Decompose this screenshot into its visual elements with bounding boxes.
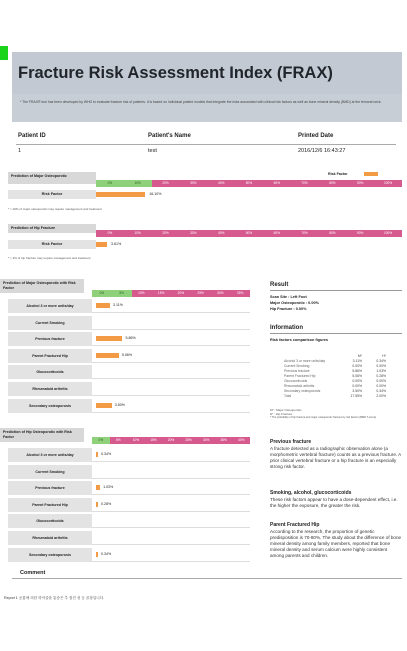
risk-factor-label: Secondary osteoporosis — [8, 548, 92, 562]
risk-factor-row — [8, 365, 250, 379]
major-risk-bar — [96, 192, 145, 197]
risk-factor-bar — [96, 452, 98, 457]
major-legend-swatch — [364, 172, 378, 176]
risk-factor-bar — [96, 303, 110, 308]
hip-risk-bar — [96, 242, 107, 247]
scale-tick: 25% — [180, 437, 198, 444]
scale-tick: 0% — [92, 290, 112, 297]
risk-factor-label: Glucocorticoids — [8, 514, 92, 528]
risk-factor-row — [8, 465, 250, 479]
patient-name-header: Patient's Name — [148, 133, 191, 139]
scale-tick: 10% — [132, 290, 152, 297]
comparison-value: 0.00% — [352, 384, 362, 388]
result-heading: Result — [270, 282, 289, 288]
scale-tick: 10% — [127, 437, 145, 444]
risk-factor-row — [8, 299, 250, 313]
risk-factor-bar — [96, 502, 98, 507]
risk-factor-label: Previous fracture — [8, 481, 92, 495]
scale-tick: 40% — [233, 437, 251, 444]
comparison-value: 0.34% — [376, 389, 386, 393]
patient-table-header — [16, 133, 396, 143]
risk-factor-bar — [96, 353, 119, 358]
risk-factor-bar — [96, 403, 112, 408]
risk-factor-row — [8, 448, 250, 462]
patient-table-row — [16, 148, 396, 158]
patient-table-divider — [16, 144, 396, 145]
risk-factor-label: Alcohol 3 or more units/day — [8, 299, 92, 313]
scale-tick: 30% — [211, 290, 231, 297]
risk-factor-row — [8, 481, 250, 495]
note-text-smoking: These risk factors appear to have a dose-dependent effect, i.e. the higher the exposure, the greater the risk. — [270, 497, 398, 508]
comparison-value: 5.86% — [352, 369, 362, 373]
note-heading-previous-fracture: Previous fracture — [270, 439, 312, 445]
report-title: Fracture Risk Assessment Index (FRAX) — [18, 64, 333, 82]
comparison-factor: Secondary osteoporosis — [284, 389, 321, 393]
comparison-value: 17.55% — [350, 394, 362, 398]
scale-tick: 30% — [197, 437, 215, 444]
risk-factor-bar — [96, 336, 122, 341]
scale-tick: 20% — [152, 230, 180, 237]
scale-tick: 20% — [152, 180, 180, 187]
comparison-row — [284, 394, 386, 399]
scale-tick: 90% — [346, 230, 374, 237]
patient-id-header: Patient ID — [18, 133, 46, 139]
note-heading-smoking: Smoking, alcohol, glucocorticoids — [270, 490, 352, 496]
risk-factor-value: 3.11% — [113, 303, 123, 307]
scale-tick: 70% — [291, 180, 319, 187]
major-note: * > 20% of major osteoporotic may require management and treatment — [8, 207, 102, 211]
comparison-value: 0.28% — [376, 374, 386, 378]
scale-tick: 30% — [179, 180, 207, 187]
comparison-value: 1.03% — [376, 369, 386, 373]
risk-factor-row — [8, 514, 250, 528]
scale-tick: 5% — [112, 290, 132, 297]
scale-tick: 40% — [207, 180, 235, 187]
comparison-value: 0.00% — [376, 384, 386, 388]
comparison-value: 0.00% — [352, 379, 362, 383]
hip-factors-title: Prediction of Hip Osteoporotic with Risk Factor — [0, 428, 84, 442]
risk-factor-label: Rheumatoid arthritis — [8, 531, 92, 545]
scale-tick: 0% — [96, 230, 124, 237]
information-divider — [270, 333, 402, 334]
report-description: * The FRAX® tool has been developed by WHO to evaluate fracture risk of patients. It is based on individual patient models that integrate the risks associated with clinical risk factors as well as bone mineral density (BMD) at the femoral neck. — [12, 94, 402, 122]
selection-marker — [0, 46, 8, 60]
major-scale — [96, 180, 402, 187]
comparison-factor: Alcohol 3 or more units/day — [284, 359, 326, 363]
comparison-col-m: M* — [357, 354, 362, 358]
risk-factor-value: 1.03% — [103, 485, 114, 490]
comparison-value: 0.00% — [376, 364, 386, 368]
scale-tick: 100% — [374, 230, 402, 237]
scale-tick: 15% — [145, 437, 163, 444]
comparison-value: 5.06% — [352, 374, 362, 378]
risk-factor-label: Secondary osteoporosis — [8, 399, 92, 413]
hip-scale — [96, 230, 402, 237]
comparison-value: 3.50% — [352, 389, 362, 393]
scale-tick: 80% — [319, 180, 347, 187]
risk-factor-label: Current Smoking — [8, 316, 92, 330]
comparison-value: 0.34% — [376, 359, 386, 363]
scale-tick: 80% — [319, 230, 347, 237]
scale-tick: 70% — [291, 230, 319, 237]
patient-name-value: test — [148, 148, 157, 154]
scale-tick: 100% — [374, 180, 402, 187]
information-footnote: * The probability of hip fracture and major osteoporotic fracture by risk factors (BMD T-score) — [270, 416, 377, 419]
comparison-factor: Parent Fractured Hip — [284, 374, 316, 378]
scale-tick: 20% — [162, 437, 180, 444]
major-factors-scale — [92, 290, 250, 297]
result-divider — [270, 290, 402, 291]
risk-factor-value: 5.06% — [121, 352, 133, 357]
major-risk-value: 16.10% — [149, 192, 162, 196]
risk-factor-label: Rheumatoid arthritis — [8, 382, 92, 396]
risk-factor-bar — [96, 552, 98, 557]
risk-factor-row — [8, 349, 250, 363]
risk-factor-value: 0.28% — [101, 501, 112, 506]
hip-title: Prediction of Hip Fracture — [8, 224, 96, 233]
scale-tick: 50% — [235, 180, 263, 187]
major-row-label: Risk Factor — [8, 190, 96, 199]
risk-factor-label: Parent Fractured Hip — [8, 498, 92, 512]
patient-id-value: 1 — [18, 148, 22, 154]
scale-tick: 25% — [191, 290, 211, 297]
comparison-col-h: H* — [382, 354, 386, 358]
scale-tick: 50% — [235, 230, 263, 237]
risk-factor-label: Alcohol 3 or more units/day — [8, 448, 92, 462]
risk-factor-row — [8, 531, 250, 545]
scale-tick: 0% — [96, 180, 124, 187]
scale-tick: 35% — [230, 290, 250, 297]
comparison-factor: Rheumatoid arthritis — [284, 384, 315, 388]
risk-factor-row — [8, 399, 250, 413]
comment-label: Comment — [20, 570, 46, 576]
risk-factor-row — [8, 332, 250, 346]
risk-factor-value: 0.34% — [101, 551, 112, 556]
risk-factor-row — [8, 498, 250, 512]
risk-factor-label: Current Smoking — [8, 465, 92, 479]
comparison-value: 0.00% — [352, 364, 362, 368]
risk-factor-value: 5.86% — [125, 336, 136, 341]
hip-note: * > 3% of hip fracture may require management and treatment — [8, 256, 91, 260]
scale-tick: 15% — [151, 290, 171, 297]
risk-factor-value: 3.50% — [114, 402, 125, 407]
comparison-factor: Glucocorticoids — [284, 379, 308, 383]
major-factors-title: Prediction of Major Osteoporotic with Risk Factor — [0, 279, 84, 293]
scale-tick: 10% — [124, 230, 152, 237]
result-scan-site: Scan Site : Left Foot — [270, 295, 307, 299]
scale-tick: 90% — [346, 180, 374, 187]
major-title: Prediction of Major Osteoporotic — [8, 172, 96, 184]
hip-factors-scale — [92, 437, 250, 444]
comparison-factor: Current Smoking — [284, 364, 310, 368]
scale-tick: 30% — [179, 230, 207, 237]
comparison-table — [284, 354, 386, 399]
hip-risk-value: 3.61% — [111, 242, 122, 246]
risk-factor-label: Glucocorticoids — [8, 365, 92, 379]
note-text-parent-hip: According to the research, the proportion of genetic predisposition is 70-80%. The study about the difference of bone mineral density among family members, reported that bone mineral density and serum calcium were highly consistent among parents and children. — [270, 529, 402, 558]
information-subheading: Risk factors comparison figures — [270, 338, 329, 342]
note-text-previous-fracture: A fracture detected as a radiographic observation alone (a morphometric vertebral fracture) counts as a previous fracture. A prior clinical vertebral fracture or a hip fracture is an especially strong risk factor. — [270, 446, 401, 469]
printed-date-header: Printed Date — [298, 133, 334, 139]
scale-tick: 60% — [263, 230, 291, 237]
scale-tick: 60% — [263, 180, 291, 187]
result-lines — [270, 294, 402, 312]
comment-divider — [12, 578, 402, 579]
comparison-factor: Total — [284, 394, 292, 398]
scale-tick: 10% — [124, 180, 152, 187]
legend-m: M* : Major Osteoporotic — [270, 408, 302, 412]
comparison-value: 3.11% — [352, 359, 362, 363]
risk-factor-label: Parent Fractured Hip — [8, 349, 92, 363]
risk-factor-row — [8, 382, 250, 396]
printed-date-value: 2016/12/6 16:43:27 — [298, 148, 346, 154]
scale-tick: 5% — [110, 437, 128, 444]
result-major: Major Osteoporotic : 0.00% — [270, 301, 319, 305]
major-legend-label: Risk Factor — [328, 172, 348, 176]
comparison-rows — [284, 359, 386, 399]
information-heading: Information — [270, 325, 303, 331]
note-heading-parent-hip: Parent Fractured Hip — [270, 522, 320, 528]
comparison-factor: Previous fracture — [284, 369, 310, 373]
risk-factor-value: 0.34% — [101, 452, 112, 456]
scale-tick: 35% — [215, 437, 233, 444]
result-hip: Hip Fracture : 0.00% — [270, 307, 307, 311]
risk-factor-bar — [96, 485, 100, 490]
comparison-value: 0.00% — [376, 379, 386, 383]
scale-tick: 20% — [171, 290, 191, 297]
risk-factor-row — [8, 548, 250, 562]
scale-tick: 40% — [207, 230, 235, 237]
hip-row-label: Risk Factor — [8, 240, 96, 249]
footer-text: Report 1 공룡에 의한 하악골을 통증은 추 점진 성 등 골절입니다. — [4, 596, 105, 600]
scale-tick: 0% — [92, 437, 110, 444]
legend-h: H* : Hip Fracture — [270, 412, 293, 416]
comparison-value: 2.00% — [376, 394, 386, 398]
risk-factor-label: Previous fracture — [8, 332, 92, 346]
risk-factor-row — [8, 316, 250, 330]
